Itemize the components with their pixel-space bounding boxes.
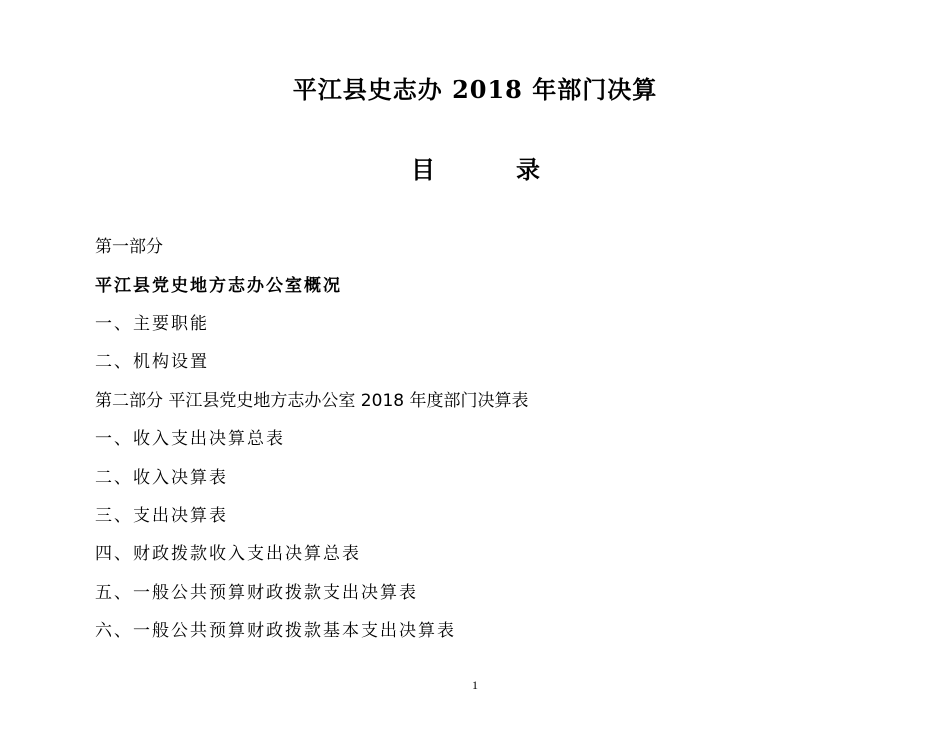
- toc-part-one-heading: 第一部分: [95, 237, 163, 257]
- toc-part-one-subtitle: 平江县党史地方志办公室概况: [95, 276, 342, 296]
- toc-entry: 五、一般公共预算财政拨款支出决算表: [95, 583, 418, 603]
- document-title: 平江县史志办 2018 年部门决算: [292, 75, 658, 104]
- toc-entry: 四、财政拨款收入支出决算总表: [95, 544, 361, 564]
- page-number: 1: [472, 678, 478, 692]
- toc-part-two-heading: 第二部分 平江县党史地方志办公室 2018 年度部门决算表: [95, 391, 529, 411]
- toc-heading-char-1: 目: [411, 155, 435, 184]
- toc-heading-char-2: 录: [516, 155, 540, 184]
- toc-entry: 二、收入决算表: [95, 468, 228, 488]
- toc-entry: 二、机构设置: [95, 352, 209, 372]
- toc-entry: 三、支出决算表: [95, 506, 228, 526]
- toc-entry: 六、一般公共预算财政拨款基本支出决算表: [95, 621, 456, 641]
- toc-entry: 一、收入支出决算总表: [95, 429, 285, 449]
- toc-entry: 一、主要职能: [95, 314, 209, 334]
- toc-heading: [0, 150, 950, 184]
